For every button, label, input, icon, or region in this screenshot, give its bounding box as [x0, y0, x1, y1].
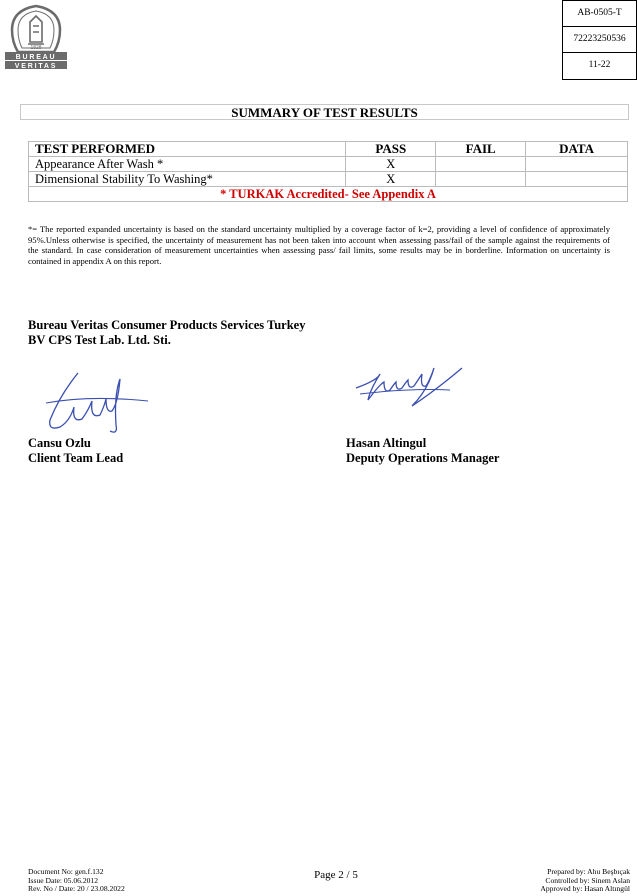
footer-approvals [540, 868, 630, 894]
approved-by: Approved by: Hasan Altıngül [540, 884, 630, 894]
table-row [29, 172, 628, 187]
table-header-row [29, 142, 628, 157]
signatory-left [28, 436, 123, 465]
signature-cansu-ozlu [40, 365, 155, 437]
company-lab: BV CPS Test Lab. Ltd. Sti. [28, 332, 171, 347]
signatory-title: Deputy Operations Manager [346, 450, 500, 465]
ref-date: 11-22 [588, 60, 611, 70]
signatory-name: Cansu Ozlu [28, 436, 91, 450]
column-header-data: DATA [526, 142, 628, 157]
ref-number: 72223250536 [563, 27, 636, 53]
reference-box [562, 0, 637, 80]
data-mark [526, 172, 628, 187]
test-name: Dimensional Stability To Washing* [29, 172, 346, 187]
column-header-pass: PASS [346, 142, 436, 157]
summary-title: SUMMARY OF TEST RESULTS [20, 104, 629, 120]
signatory-name: Hasan Altingul [346, 436, 427, 450]
fail-mark [436, 172, 526, 187]
data-mark [526, 157, 628, 172]
logo-word-bureau: BUREAU [15, 54, 57, 61]
page-number: Page 2 / 5 [314, 869, 358, 881]
logo-word-veritas: VERITAS [14, 63, 58, 70]
uncertainty-note: *= The reported expanded uncertainty is based on the standard uncertainty multiplied by a coverage factor of k=2, providing a level of confidence of approximately 95%.Unless otherwise is specified, the uncertainty of measurement has not been taken into account when assessing pass/fail of the sample against the requirements of the standard. In case consideration of measurement uncertainties when assessing pass/ fail limits, some results may be in borderline. Information on uncertainty is contained in appendix A on this report. [28, 224, 610, 266]
company-name: Bureau Veritas Consumer Products Services Turkey [28, 318, 306, 332]
signatory-title: Client Team Lead [28, 450, 124, 465]
fail-mark [436, 157, 526, 172]
column-header-test: TEST PERFORMED [29, 142, 346, 157]
company-block [28, 318, 305, 347]
signatory-right [346, 436, 499, 465]
controlled-by: Controlled by: Sinem Aslan [545, 875, 630, 885]
accreditation-row [29, 187, 628, 202]
logo-year: 1828 [30, 45, 42, 51]
column-header-fail: FAIL [436, 142, 526, 157]
pass-mark: X [346, 157, 436, 172]
prepared-by: Prepared by: Ahu Beşbıçak [547, 867, 630, 876]
revision: Rev. No / Date: 20 / 23.08.2022 [28, 884, 125, 894]
pass-mark: X [346, 172, 436, 187]
accreditation-note: * TURKAK Accredited- See Appendix A [29, 187, 628, 202]
ref-code: AB-0505-T [563, 1, 636, 27]
footer-document-info [28, 868, 125, 894]
results-table [28, 141, 628, 202]
issue-date: Issue Date: 05.06.2012 [28, 875, 99, 885]
bureau-veritas-logo [4, 2, 68, 72]
table-row [29, 157, 628, 172]
document-number: Document No: gen.f.132 [28, 867, 104, 876]
signature-hasan-altingul [350, 360, 465, 415]
test-name: Appearance After Wash * [29, 157, 346, 172]
